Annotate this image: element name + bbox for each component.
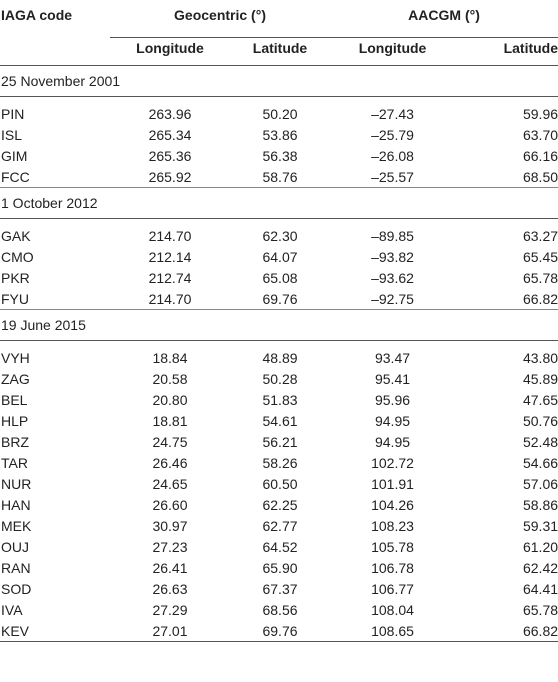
geocentric-longitude-cell: 26.46	[152, 454, 188, 471]
table-row	[0, 410, 558, 431]
aacgm-latitude-cell: 59.31	[522, 517, 558, 534]
aacgm-header: AACGM (°)	[330, 0, 558, 38]
geocentric-latitude-cell: 58.76	[262, 168, 298, 185]
aacgm-latitude-cell: 54.66	[522, 454, 558, 471]
geocentric-latitude-cell: 53.86	[262, 126, 298, 143]
aacgm-longitude-cell: –26.08	[371, 147, 414, 164]
aacgm-longitude-cell: 93.47	[374, 349, 411, 366]
geocentric-latitude-cell: 51.83	[262, 391, 298, 408]
geocentric-latitude-header: Latitude	[230, 38, 330, 66]
aacgm-longitude-cell: 104.26	[371, 496, 414, 513]
iaga-code-header: IAGA code	[1, 7, 73, 23]
aacgm-longitude-cell: 102.72	[371, 454, 414, 471]
geocentric-latitude-cell: 62.77	[262, 517, 298, 534]
aacgm-longitude-cell: 106.77	[371, 580, 414, 597]
aacgm-latitude-cell: 59.96	[522, 105, 558, 122]
geocentric-latitude-cell: 62.30	[262, 227, 298, 244]
geocentric-latitude-cell: 54.61	[262, 412, 298, 429]
table-row	[0, 536, 558, 557]
geocentric-longitude-cell: 27.29	[152, 601, 188, 618]
table-row	[0, 431, 558, 452]
table-row	[0, 389, 558, 410]
aacgm-latitude-cell: 47.65	[522, 391, 558, 408]
geocentric-latitude-cell: 68.56	[262, 601, 298, 618]
aacgm-longitude-cell: 106.78	[371, 559, 414, 576]
geocentric-longitude-cell: 27.23	[152, 538, 188, 555]
station-code-cell: HLP	[1, 412, 29, 429]
aacgm-longitude-cell: 94.95	[374, 433, 411, 450]
geocentric-latitude-cell: 69.76	[230, 620, 330, 642]
aacgm-longitude-cell: 94.95	[374, 412, 411, 429]
aacgm-longitude-cell: 105.78	[371, 538, 414, 555]
aacgm-longitude-cell: –89.85	[371, 227, 414, 244]
geocentric-latitude-cell: 65.08	[262, 269, 298, 286]
table-row	[0, 473, 558, 494]
table-row	[0, 267, 558, 288]
station-code-cell: VYH	[1, 349, 30, 366]
station-code-cell: RAN	[1, 559, 31, 576]
station-code-cell: BEL	[1, 391, 28, 408]
station-code-cell: FCC	[1, 168, 30, 185]
geocentric-latitude-cell: 65.90	[262, 559, 298, 576]
aacgm-latitude-cell: 58.86	[522, 496, 558, 513]
station-code-cell: ISL	[1, 126, 23, 143]
geocentric-longitude-cell: 214.70	[148, 227, 192, 244]
table-row	[0, 347, 558, 368]
station-code-cell: SOD	[1, 580, 32, 597]
geocentric-longitude-cell: 212.74	[148, 269, 192, 286]
geocentric-longitude-cell: 214.70	[148, 290, 192, 307]
geocentric-latitude-cell: 50.28	[262, 370, 298, 387]
geocentric-longitude-cell: 265.34	[148, 126, 192, 143]
header-row-columns	[0, 38, 558, 66]
geocentric-longitude-header: Longitude	[110, 38, 230, 66]
header-row-groups	[0, 0, 558, 38]
geocentric-longitude-cell: 263.96	[148, 105, 192, 122]
aacgm-longitude-cell: –25.79	[371, 126, 414, 143]
station-code-cell: NUR	[1, 475, 32, 492]
aacgm-latitude-cell: 50.76	[522, 412, 558, 429]
aacgm-longitude-cell: 108.65	[330, 620, 455, 642]
geocentric-latitude-cell: 56.38	[262, 147, 298, 164]
header-blank-cell	[0, 38, 110, 66]
geocentric-longitude-cell: 26.63	[152, 580, 188, 597]
section-row	[0, 188, 558, 219]
station-code-cell: PIN	[1, 105, 25, 122]
station-code-cell: KEV	[0, 620, 110, 642]
geocentric-latitude-cell: 64.52	[262, 538, 298, 555]
aacgm-latitude-cell: 61.20	[522, 538, 558, 555]
station-code-cell: HAN	[1, 496, 31, 513]
geocentric-latitude-cell: 50.20	[262, 105, 298, 122]
aacgm-latitude-cell: 68.50	[522, 168, 558, 185]
station-code-cell: CMO	[1, 248, 34, 265]
geocentric-longitude-cell: 265.36	[148, 147, 192, 164]
table-body	[0, 66, 558, 642]
aacgm-longitude-cell: –93.62	[371, 269, 414, 286]
aacgm-latitude-cell: 62.42	[522, 559, 558, 576]
station-code-cell: MEK	[1, 517, 32, 534]
geocentric-longitude-cell: 24.75	[152, 433, 188, 450]
station-code-cell: OUJ	[1, 538, 29, 555]
geocentric-latitude-cell: 58.26	[262, 454, 298, 471]
aacgm-latitude-cell: 65.78	[522, 601, 558, 618]
aacgm-longitude-cell: –25.57	[371, 168, 414, 185]
geocentric-longitude-cell: 24.65	[152, 475, 188, 492]
geocentric-latitude-cell: 62.25	[262, 496, 298, 513]
aacgm-longitude-cell: 95.41	[374, 370, 411, 387]
table-row	[0, 452, 558, 473]
aacgm-latitude-cell: 45.89	[522, 370, 558, 387]
section-date: 1 October 2012	[0, 188, 558, 219]
geocentric-header: Geocentric (°)	[110, 0, 330, 38]
aacgm-latitude-cell: 64.41	[522, 580, 558, 597]
aacgm-longitude-cell: 95.96	[374, 391, 411, 408]
aacgm-latitude-cell: 57.06	[522, 475, 558, 492]
aacgm-longitude-cell: 108.23	[371, 517, 414, 534]
station-code-cell: GIM	[1, 147, 28, 164]
aacgm-latitude-cell: 66.82	[522, 290, 558, 307]
geocentric-longitude-cell: 27.01	[110, 620, 230, 642]
table-row	[0, 494, 558, 515]
station-code-cell: ZAG	[1, 370, 30, 387]
geocentric-latitude-cell: 64.07	[262, 248, 298, 265]
aacgm-latitude-header: Latitude	[455, 38, 558, 66]
geocentric-longitude-cell: 18.81	[152, 412, 188, 429]
section-date: 25 November 2001	[0, 66, 558, 97]
aacgm-longitude-header: Longitude	[330, 38, 455, 66]
station-code-cell: GAK	[1, 227, 31, 244]
geocentric-longitude-cell: 212.14	[148, 248, 192, 265]
table-row	[0, 246, 558, 267]
table-row	[0, 225, 558, 246]
section-row	[0, 66, 558, 97]
table-row	[0, 578, 558, 599]
geocentric-latitude-cell: 67.37	[262, 580, 298, 597]
aacgm-latitude-cell: 63.70	[522, 126, 558, 143]
table-row	[0, 368, 558, 389]
station-code-cell: PKR	[1, 269, 30, 286]
aacgm-latitude-cell: 65.45	[522, 248, 558, 265]
section-row	[0, 310, 558, 341]
geocentric-longitude-cell: 26.41	[152, 559, 188, 576]
table-row	[0, 599, 558, 620]
geocentric-latitude-cell: 60.50	[262, 475, 298, 492]
aacgm-longitude-cell: –27.43	[371, 105, 414, 122]
table-row	[0, 620, 558, 642]
geocentric-latitude-cell: 48.89	[262, 349, 298, 366]
table-row	[0, 288, 558, 310]
geocentric-latitude-cell: 56.21	[262, 433, 298, 450]
aacgm-latitude-cell: 52.48	[522, 433, 558, 450]
aacgm-longitude-cell: –93.82	[371, 248, 414, 265]
station-code-cell: BRZ	[1, 433, 29, 450]
table-row	[0, 557, 558, 578]
geocentric-longitude-cell: 20.58	[152, 370, 188, 387]
table-row	[0, 103, 558, 124]
aacgm-latitude-cell: 65.78	[522, 269, 558, 286]
geocentric-longitude-cell: 18.84	[152, 349, 188, 366]
aacgm-longitude-cell: 101.91	[371, 475, 414, 492]
geocentric-longitude-cell: 26.60	[152, 496, 188, 513]
geocentric-longitude-cell: 265.92	[148, 168, 192, 185]
station-code-cell: TAR	[1, 454, 28, 471]
aacgm-latitude-cell: 63.27	[522, 227, 558, 244]
geocentric-longitude-cell: 30.97	[152, 517, 188, 534]
table-row	[0, 515, 558, 536]
aacgm-latitude-cell: 66.16	[522, 147, 558, 164]
table-row	[0, 166, 558, 188]
station-code-cell: IVA	[1, 601, 23, 618]
table-row	[0, 124, 558, 145]
aacgm-longitude-cell: 108.04	[371, 601, 414, 618]
geocentric-longitude-cell: 20.80	[152, 391, 188, 408]
section-date: 19 June 2015	[0, 310, 558, 341]
table-row	[0, 145, 558, 166]
aacgm-latitude-cell: 66.82	[455, 620, 558, 642]
aacgm-latitude-cell: 43.80	[522, 349, 558, 366]
aacgm-longitude-cell: –92.75	[371, 290, 414, 307]
station-code-cell: FYU	[1, 290, 29, 307]
geocentric-latitude-cell: 69.76	[262, 290, 298, 307]
